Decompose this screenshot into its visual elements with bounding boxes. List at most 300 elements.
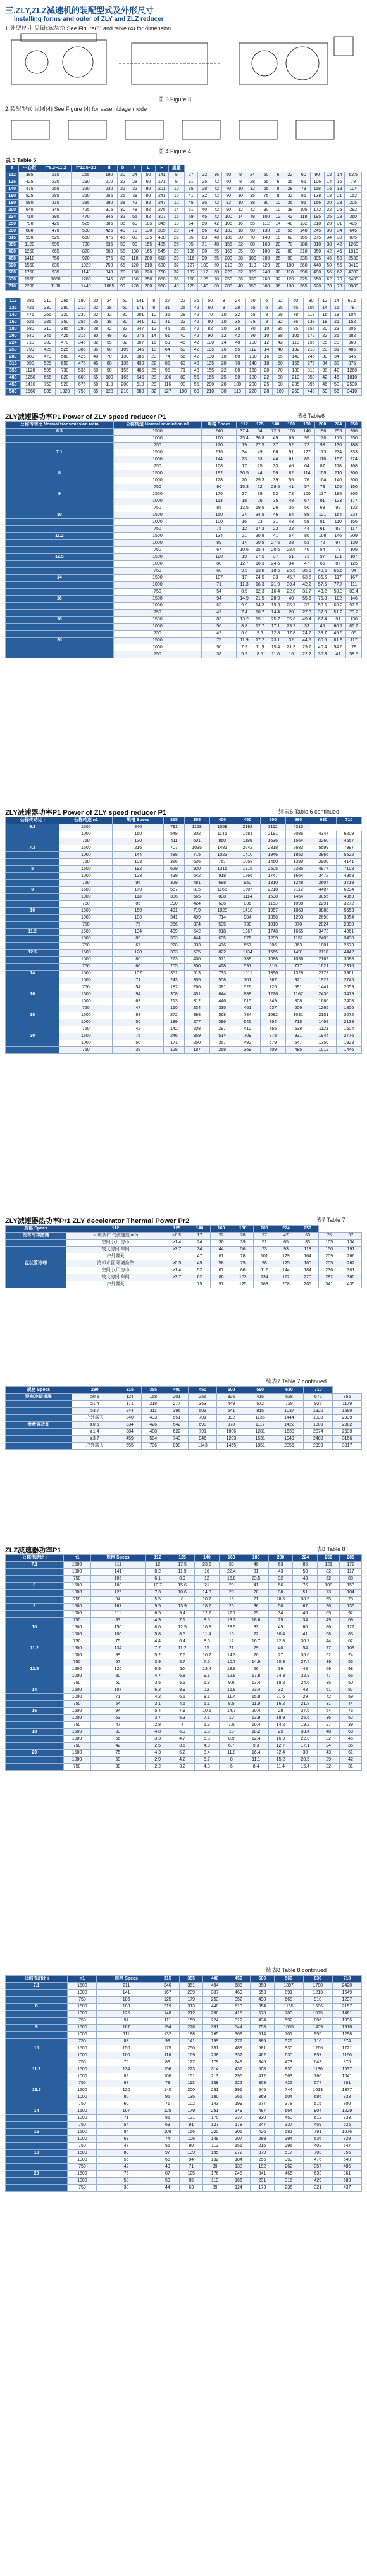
table-6-row <box>6 575 362 582</box>
table-5-cell: 42 <box>334 242 344 249</box>
table-6c-cell: 1000 <box>59 977 113 984</box>
table-6-cell: 98 <box>314 443 330 449</box>
table-8-cell: 25.5 <box>293 1715 318 1722</box>
table-8-cell: 750 <box>63 1597 90 1604</box>
table-8-cell: 83 <box>90 1729 146 1736</box>
table-6c-cell: 14 <box>6 971 59 977</box>
table-8-cell: 18.2 <box>244 1729 268 1736</box>
table-7-cell: 61 <box>211 1253 232 1260</box>
table-6-row <box>6 519 362 526</box>
table-8-cell: 5.4 <box>146 1708 170 1715</box>
table-8c-row <box>6 2108 362 2115</box>
table-5-cell: 42 <box>211 207 221 214</box>
table-8-row <box>6 1715 362 1722</box>
table-6c-cell: 1035 <box>184 845 209 852</box>
table-6c-cell: 213 <box>164 998 184 1005</box>
table-5-cell: 280 <box>142 284 155 291</box>
table-5b-cell: 46 <box>331 375 343 382</box>
table-8c-cell: 71 <box>97 2115 156 2122</box>
table-8-cell: 28 <box>268 1708 293 1715</box>
table-6c-cell: 750 <box>59 859 113 866</box>
table-6c-row <box>6 873 362 880</box>
table-5-cell: 36 <box>211 172 221 179</box>
table-8c-cell: 124 <box>227 2185 250 2192</box>
table-6-cell: 60.7 <box>330 624 346 631</box>
table-6c-cell: 18 <box>6 1012 59 1019</box>
table-6 <box>5 421 362 801</box>
table-6c-cell: 2900 <box>311 859 336 866</box>
table-5-row <box>6 179 362 186</box>
table-6c-cell: 1464 <box>285 894 311 901</box>
table-8-cell: 7.6 <box>170 1652 195 1659</box>
table-7c-cell: 622 <box>165 1429 189 1436</box>
table-8-cell: 67 <box>293 1604 318 1611</box>
table-7-cell: ≥0.5 <box>165 1260 189 1267</box>
table-8-cell: 14.2 <box>268 1722 293 1729</box>
table-6-cell: 49 <box>268 436 283 443</box>
table-6c-cell: 83 <box>113 1012 164 1019</box>
table-5b-cell: 610 <box>132 382 147 389</box>
table-8c-cell: 487 <box>251 2108 274 2115</box>
table-5-cell: 42 <box>211 193 221 200</box>
table-8-cell: 1500 <box>63 1604 90 1611</box>
table-6-cell <box>6 589 114 596</box>
table-8c-cell <box>6 2018 68 2025</box>
table-8c-cell: 1916 <box>332 2025 361 2032</box>
table-7-cell: 191 <box>340 1247 361 1253</box>
table-6-cell: 33 <box>252 456 268 463</box>
table-5b-cell: 650 <box>55 361 74 368</box>
table-8-cell: 26 <box>219 1604 244 1611</box>
table-8c-cell: 167 <box>97 2025 156 2032</box>
table-6c-cell: 366 <box>164 859 184 866</box>
table-5-cell: 8 <box>169 172 184 179</box>
table-5-cell: 41 <box>184 193 197 200</box>
table-6-cell: 22 <box>252 484 268 491</box>
table-5-cell: 28 <box>197 186 211 193</box>
table-8-cell <box>6 1743 64 1750</box>
table-6c-cell: 1607 <box>235 887 260 894</box>
table-5b-cell: 80 <box>246 326 261 333</box>
table-5b-cell: 82 <box>202 326 218 333</box>
table-7c-cell: 815 <box>246 1408 275 1415</box>
table-5b-row <box>6 340 362 347</box>
table-5-cell: 80 <box>197 249 211 256</box>
table-6-cell: 89 <box>202 540 237 547</box>
table-5b-cell: 106 <box>303 305 318 312</box>
table-5-cell: 485 <box>155 242 168 249</box>
table-6c <box>5 817 362 1209</box>
table-5b-cell: 42 <box>230 333 245 340</box>
table-7c-cell: 2302 <box>333 1422 362 1429</box>
section-title-en: Installing forms and outer of ZLY and ZLZ reducer <box>14 16 164 23</box>
table-7c-cell: 449 <box>217 1401 246 1408</box>
table-8-cell: 61 <box>340 1750 362 1757</box>
table-8-cell: 11.8 <box>219 1750 244 1757</box>
table-5-cell: 32 <box>169 263 184 270</box>
table-5b-cell: 18 <box>218 354 230 361</box>
table-7c-cell: 326 <box>217 1394 246 1401</box>
table-8-cell: 8.9 <box>170 1576 195 1583</box>
table-5-cell: 50 <box>259 172 273 179</box>
table-8c-cell: 1166 <box>332 2052 361 2059</box>
table-6-cell: 125 <box>346 561 362 568</box>
table-5b-row <box>6 305 362 312</box>
table-8c-cell: 253 <box>203 1997 227 2004</box>
table-5b-cell: 148 <box>288 354 303 361</box>
table-6-cell: 11.5 <box>252 644 268 651</box>
table-6c-cell: 187 <box>184 1047 209 1054</box>
table-5b-cell: 310 <box>303 368 318 375</box>
table-8-cell: 8.6 <box>194 1638 219 1645</box>
table-8c-cell: 44 <box>156 2185 179 2192</box>
table-6c-cell: 60 <box>113 964 164 971</box>
table-5b-cell: 135 <box>117 361 132 368</box>
table-5b-cell: 6 <box>261 305 273 312</box>
table-7c-cell: 340 <box>118 1415 142 1422</box>
table-8-cell: 13.4 <box>194 1666 219 1673</box>
table-6-cell: 17 <box>237 575 252 582</box>
table-7-cell: 98 <box>254 1260 275 1267</box>
table-8-cell: 31 <box>340 1764 362 1771</box>
table-8c-cell: 140 <box>156 2087 179 2094</box>
table-8-cell: 46 <box>340 1736 362 1743</box>
table-5b-cell: 42 <box>190 354 202 361</box>
table-6c-cell: 1153 <box>260 901 285 908</box>
table-6-cell: 19.5 <box>252 505 268 512</box>
table-5-cell: 62.5 <box>345 172 362 179</box>
table-8c-cell: 489 <box>227 2045 250 2052</box>
table-5-cell: 48 <box>128 207 141 214</box>
table-5-cell: 55 <box>118 249 128 256</box>
table-7-cell: 83 <box>297 1240 318 1247</box>
table-6c-cell <box>6 859 59 866</box>
table-6c-cell: 1390 <box>285 859 311 866</box>
table-6c-cell: 1082 <box>260 1012 285 1019</box>
table-8c-cell: 830 <box>274 2066 303 2073</box>
table-6-cell: 57 <box>299 484 315 491</box>
table-6c-cell: 767 <box>209 859 235 866</box>
table-8c-cell: 1461 <box>332 2011 361 2018</box>
table-6c-cell: 451 <box>184 991 209 998</box>
table-5-cell: 64 <box>184 221 197 228</box>
table-5-cell: 350 <box>71 193 101 200</box>
table-7c-cell: 2999 <box>304 1443 333 1450</box>
table-5-cell: 32 <box>197 193 211 200</box>
table-6c-cell: 637 <box>260 1005 285 1012</box>
table-8c-header-cell: 560 <box>274 1976 303 1983</box>
table-5b-cell: 224 <box>6 340 21 347</box>
table-6-cell: 137 <box>314 491 330 498</box>
table-5b-cell: 22 <box>319 333 331 340</box>
table-6c-cell: 63 <box>113 998 164 1005</box>
table-6c-header-cell: 公称传动比 i <box>6 817 59 824</box>
table-6-cell <box>6 603 114 610</box>
table-6c-cell: 642 <box>184 873 209 880</box>
table-7-cell: 86 <box>232 1267 254 1274</box>
table-5b-cell: 345 <box>40 333 55 340</box>
table-8-row <box>6 1764 362 1771</box>
table-5-cell: 35 <box>197 200 211 207</box>
table-5b-cell: 38 <box>102 319 117 326</box>
table-6-cell: 146 <box>346 596 362 603</box>
table-8-cell: 3.7 <box>146 1715 170 1722</box>
table-8-cell: 29 <box>244 1645 268 1652</box>
table-8-cell: 172 <box>340 1562 362 1569</box>
table-5-cell: 525 <box>71 221 101 228</box>
table-8c-cell: 80 <box>180 2143 203 2150</box>
table-5b-cell: 290 <box>55 305 74 312</box>
table-5-cell: 100 <box>128 249 141 256</box>
table-6-row <box>6 596 362 603</box>
table-5-cell: 80 <box>246 242 259 249</box>
table-5b-cell: 100 <box>246 340 261 347</box>
table-7-row <box>6 1240 362 1247</box>
table-6-cell: 43 <box>283 519 299 526</box>
table-6c-cell: 3472 <box>311 873 336 880</box>
table-7-cell: 67 <box>211 1267 232 1274</box>
table-6-cell: 31.7 <box>299 589 315 596</box>
table-8c-cell: 1409 <box>303 2025 332 2032</box>
table-6-cell: 97.6 <box>346 603 362 610</box>
table-8-cell: 22.4 <box>268 1750 293 1757</box>
table-8-header-cell: 140 <box>194 1555 219 1562</box>
table-5-cell: 148 <box>297 228 310 235</box>
table-8-cell: 111 <box>90 1611 146 1618</box>
table-7-cell: ≥1.4 <box>165 1267 189 1274</box>
table-5b-cell: 22 <box>273 298 288 305</box>
table-8c-cell: 106 <box>180 2136 203 2143</box>
table-5-cell: 32 <box>283 193 297 200</box>
table-6-cell: 76 <box>299 477 315 484</box>
table-5b-cell: 385 <box>21 298 40 305</box>
table-7-header-cell: 160 <box>211 1226 232 1233</box>
table-5b-cell: 750 <box>75 389 90 396</box>
table-8c-cell: 159 <box>203 2080 227 2087</box>
table-8-cell: 24.3 <box>268 1673 293 1680</box>
table-8-cell: 98 <box>340 1666 362 1673</box>
table-6-cell: 33 <box>268 575 283 582</box>
table-5-cell: 158 <box>184 277 197 284</box>
table-7c-cell: 1949 <box>275 1436 304 1443</box>
table-6-cell: 20 <box>6 638 114 644</box>
table-6-header-cell: 公称传动比 Normal transmission ratio <box>6 422 114 429</box>
table-6-cell: 92 <box>330 505 346 512</box>
table-7-cell: 较大房间,车间 <box>66 1274 165 1281</box>
table-6-cell: 58.5 <box>346 651 362 658</box>
table-8-cell: 11.4 <box>219 1694 244 1701</box>
table-8c-cell: 1500 <box>68 2108 97 2115</box>
table-8-cell: 76 <box>340 1708 362 1715</box>
table-7-cell: 97 <box>211 1281 232 1288</box>
table-5-cell: 875 <box>345 235 362 242</box>
table-6c-header-cell: 公称转速 n1 <box>59 817 113 824</box>
table-5-cell: 80 <box>283 249 297 256</box>
table-8-cell: 24.6 <box>293 1680 318 1687</box>
table-6c-cell: 1329 <box>285 971 311 977</box>
table-7-cell: 80 <box>211 1274 232 1281</box>
table-5b-cell: 10 <box>218 326 230 333</box>
table-8c-cell <box>6 2178 68 2185</box>
table-5-cell: 1560 <box>19 263 40 270</box>
table-5-cell: 70 <box>118 270 128 277</box>
table-6c-row <box>6 894 362 901</box>
table-6-cell: 21.9 <box>268 582 283 589</box>
table-8-cell: 92 <box>340 1611 362 1618</box>
table-6c-cell: 94 <box>113 991 164 998</box>
table-7-cell: 360 <box>340 1274 361 1281</box>
table-8-cell: 9.5 <box>146 1604 170 1611</box>
table-7-cell: 没有冷却措施 <box>6 1233 66 1240</box>
table-5b-cell: 218 <box>303 347 318 354</box>
table-8c-cell: 2157 <box>332 2004 361 2011</box>
table-6-cell: 39 <box>268 477 283 484</box>
table-6-cell: 10.6 <box>237 547 252 554</box>
table-5b-cell: 48 <box>102 333 117 340</box>
table-8-cell: 16.8 <box>219 1687 244 1694</box>
table-8-cell: 22 <box>318 1764 340 1771</box>
table-6-cell: 46 <box>268 512 283 519</box>
table-5b-cell: 51 <box>160 333 175 340</box>
table-8c-cell <box>6 2052 68 2059</box>
table-6c-cell: 707 <box>164 845 184 852</box>
table-8c-cell: 958 <box>251 1983 274 1990</box>
table-8-row <box>6 1604 362 1611</box>
table-5b-cell: 430 <box>132 361 147 368</box>
table-6-cell: 5.9 <box>237 651 252 658</box>
table-5-cell: 355 <box>6 242 19 249</box>
table-5b-cell: 64 <box>160 347 175 354</box>
table-6-cell: 16 <box>237 519 252 526</box>
table-8-cell: 4.2 <box>170 1757 195 1764</box>
table-8-cell: 58 <box>293 1569 318 1576</box>
table-7-cell: 163 <box>254 1281 275 1288</box>
table-7c-cell: 1422 <box>275 1422 304 1429</box>
table-6-cell: 12.7 <box>237 561 252 568</box>
table-6-cell: 1000 <box>113 540 201 547</box>
table-5b-cell: 42 <box>190 305 202 312</box>
table-6-cell <box>6 582 114 589</box>
table-6c-cell: 906 <box>260 943 285 950</box>
table-6c-cell: 3961 <box>336 971 361 977</box>
table-8c-cell: 1500 <box>68 2171 97 2178</box>
table-6-cell: 750 <box>113 547 201 554</box>
table-6c-cell: 424 <box>184 901 209 908</box>
table-5-cell: 25 <box>118 193 128 200</box>
table-7-row <box>6 1233 362 1240</box>
table-5-cell: 60 <box>211 270 221 277</box>
table-5b-cell: 90 <box>202 333 218 340</box>
table-5-cell: 135 <box>142 235 155 242</box>
table-5b-cell: 34 <box>319 361 331 368</box>
table-8-cell: 63 <box>268 1562 293 1569</box>
table-8-cell: 56 <box>90 1736 146 1743</box>
table-8-cell: 56 <box>340 1659 362 1666</box>
table-8-cell: 3.3 <box>146 1736 170 1743</box>
table-5b-cell: 86 <box>288 319 303 326</box>
table-5-cell: 960 <box>155 284 168 291</box>
table-6-row <box>6 470 362 477</box>
table-8c-cell: 309 <box>251 2080 274 2087</box>
table-5b-cell: 42 <box>319 375 331 382</box>
table-8c-cell: 750 <box>68 2101 97 2108</box>
table-6c-cell: 1186 <box>235 838 260 845</box>
table-6-cell: 1500 <box>113 596 201 603</box>
table-6c-cell: 548 <box>164 831 184 838</box>
table-8-cell: 17.1 <box>293 1743 318 1750</box>
table-8c-cell: 59 <box>156 2178 179 2185</box>
table-8-cell: 750 <box>63 1659 90 1666</box>
table-5b-cell: 35 <box>175 326 190 333</box>
table-6c-cell: 754 <box>260 1019 285 1026</box>
table-7c-cell: 1455 <box>217 1443 246 1450</box>
table-7c-cell: 218 <box>142 1401 165 1408</box>
table-5-cell: 35 <box>184 186 197 193</box>
table-7c-header-cell: 355 <box>142 1387 165 1394</box>
table-8c-cell: 223 <box>180 2066 203 2073</box>
table-8-cell: 3.5 <box>146 1680 170 1687</box>
table-6-cell: 57 <box>283 533 299 540</box>
table-5b-cell: 60 <box>202 305 218 312</box>
table-6-cell: 15.4 <box>252 547 268 554</box>
table-8-cell <box>6 1673 64 1680</box>
table-5-cell: 425 <box>71 207 101 214</box>
table-6-cell: 21.3 <box>283 644 299 651</box>
table-6-cell: 72 <box>299 443 315 449</box>
table-6c-row <box>6 922 362 929</box>
table-6c-cell: 1310 <box>260 880 285 887</box>
table-6-cell: 39 <box>252 491 268 498</box>
table-7c-cell: 1838 <box>304 1415 333 1422</box>
table-5-cell: 10 <box>273 207 283 214</box>
table-5-cell: 22 <box>235 242 246 249</box>
table-7c-cell: 1630 <box>275 1429 304 1436</box>
table-6c-cell <box>6 1026 59 1033</box>
table-5-cell: 1440 <box>71 284 101 291</box>
table-5-cell: 106 <box>311 179 324 186</box>
table-6-cell: 250 <box>346 436 362 443</box>
table-6c-cell: 485 <box>285 1047 311 1054</box>
table-5b-cell: 71 <box>175 368 190 375</box>
table-6c-cell: 1000 <box>59 1040 113 1047</box>
table-6c-cell <box>6 977 59 984</box>
table-8 <box>5 1554 362 1959</box>
table-5-cell: 110 <box>283 270 297 277</box>
table-5-cell: 60 <box>221 179 235 186</box>
table-6c-cell: 4977 <box>311 866 336 873</box>
table-6c-cell: 1559 <box>209 824 235 831</box>
table-5b-cell: 160 <box>6 319 21 326</box>
table-8c-cell: 514 <box>251 2032 274 2039</box>
table-8-cell <box>6 1764 64 1771</box>
table-6-cell: 12.7 <box>252 624 268 631</box>
table-8c-cell: 219 <box>156 2004 179 2011</box>
table-5-cell: 935 <box>40 270 71 277</box>
table-6-cell: 1000 <box>113 436 201 443</box>
table-8-cell: 58 <box>318 1631 340 1638</box>
table-6c-cell: 20 <box>6 1033 59 1040</box>
table-8c-row <box>6 2101 362 2108</box>
table-6-cell: 78 <box>314 484 330 491</box>
table-6c-row <box>6 859 362 866</box>
table-5-cell: 82 <box>221 200 235 207</box>
table-6-cell: 188 <box>346 443 362 449</box>
table-7c-cell: 2356 <box>275 1443 304 1450</box>
table-8-cell <box>6 1680 64 1687</box>
table-8-cell: 4.7 <box>170 1736 195 1743</box>
table-6-cell: 17.3 <box>252 526 268 533</box>
table-6-cell: 9.5 <box>252 631 268 638</box>
